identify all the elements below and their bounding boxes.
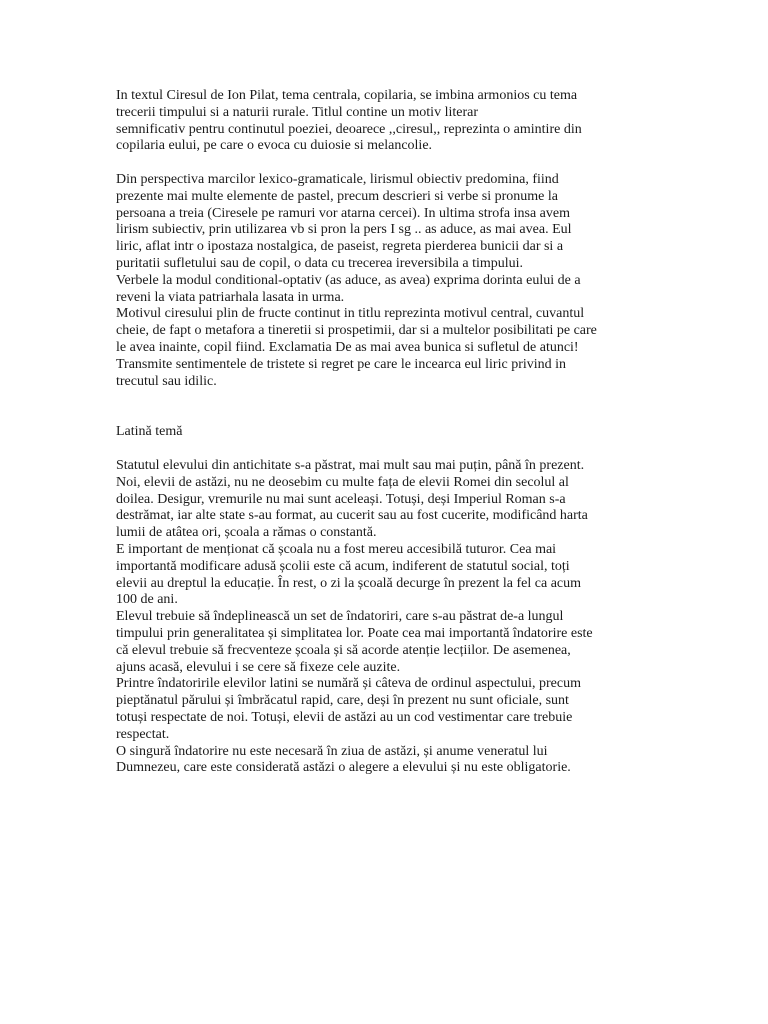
text-line: liric, aflat intr o ipostaza nostalgica, de paseist, regreta pierderea bunicii dar si a (116, 239, 564, 255)
text-line: elevii au dreptul la educație. În rest, o zi la școală decurge în prezent la fel ca acum (116, 575, 582, 591)
section-heading (116, 424, 656, 441)
text-line: doilea. Desigur, vremurile nu mai sunt aceleași. Totuși, deși Imperiul Roman s-a (116, 491, 566, 507)
text-line: trecutul sau idilic. (116, 373, 217, 389)
text-line: lumii de atâtea ori, școala a rămas o constantă. (116, 525, 377, 541)
text-line: le avea inainte, copil fiind. Exclamatia De as mai avea bunica si sufletul de atunci! (116, 339, 579, 355)
text-line: Din perspectiva marcilor lexico-gramaticale, lirismul obiectiv predomina, fiind (116, 172, 559, 187)
text-line: lirism subiectiv, prin utilizarea vb si pron la pers I sg .. as aduce, as mai avea. Eul (116, 222, 572, 238)
text-line: O singură îndatorire nu este necesară în ziua de astăzi, și anume veneratul lui (116, 743, 548, 759)
text-line: Transmite sentimentele de tristete si regret pe care le incearca eul liric privind in (116, 356, 567, 372)
text-line: reveni la viata patriarhala lasata in urma. (116, 289, 345, 305)
text-line: Dumnezeu, care este considerată astăzi o alegere a elevului și nu este obligatorie. (116, 760, 571, 776)
paragraph-ciresul-analysis (116, 172, 656, 390)
text-line: prezente mai multe elemente de pastel, precum descrieri si verbe si pronume la (116, 188, 558, 204)
text-line: pieptănatul părului și îmbrăcatul rapid, care, deși în prezent nu sunt oficiale, sunt (116, 693, 569, 709)
text-line: copilaria eului, pe care o evoca cu duiosie si melancolie. (116, 138, 433, 154)
text-line: că elevul trebuie să frecventeze școala și să acorde atenție lecțiilor. De asemenea, (116, 642, 571, 658)
paragraph-ciresul-intro (116, 88, 656, 155)
text-line: totuși respectate de noi. Totuși, elevii de astăzi au un cod vestimentar care trebuie (116, 709, 573, 725)
text-line: respectat. (116, 726, 170, 742)
text-line: Elevul trebuie să îndeplinească un set de îndatoriri, care s-au păstrat de-a lungul (116, 609, 564, 625)
text-line: timpului prin generalitatea și simplitatea lor. Poate cea mai importantă îndatorire este (116, 625, 593, 641)
text-line: ajuns acasă, elevului i se cere să fixeze cele auzite. (116, 659, 401, 675)
heading-latina-tema: Latină temă (116, 424, 183, 439)
text-line: semnificativ pentru continutul poeziei, deoarece ,,ciresul,, reprezinta o amintire din (116, 121, 582, 137)
text-line: 100 de ani. (116, 592, 178, 608)
text-line: Statutul elevului din antichitate s-a păstrat, mai mult sau mai puțin, până în prezent. (116, 458, 585, 473)
text-line: Printre îndatoririle elevilor latini se numără și câteva de ordinul aspectului, precum (116, 676, 581, 692)
text-line: Verbele la modul conditional-optativ (as aduce, as avea) exprima dorinta eului de a (116, 272, 581, 288)
text-line: Motivul ciresului plin de fructe continut in titlu reprezinta motivul central, cuvantul (116, 306, 585, 322)
text-line: cheie, de fapt o metafora a tineretii si prospetimii, dar si a multelor posibilitati pe care (116, 323, 597, 339)
text-line: destrămat, iar alte state s-au format, au cucerit sau au fost cucerite, modificând harta (116, 508, 588, 524)
text-line: persoana a treia (Ciresele pe ramuri vor atarna cercei). In ultima strofa insa avem (116, 205, 571, 221)
text-line: importantă modificare adusă școlii este că acum, indiferent de statutul social, toți (116, 558, 570, 574)
text-line: puritatii sufletului sau de copil, o data cu trecerea ireversibila a timpului. (116, 255, 524, 271)
text-line: In textul Ciresul de Ion Pilat, tema centrala, copilaria, se imbina armonios cu tema (116, 88, 578, 103)
text-line: trecerii timpului si a naturii rurale. Titlul contine un motiv literar (116, 104, 478, 120)
text-line: Noi, elevii de astăzi, nu ne deosebim cu multe fața de elevii Romei din secolul al (116, 474, 569, 490)
text-line: E important de menționat că școala nu a fost mereu accesibilă tuturor. Cea mai (116, 541, 557, 557)
paragraph-latina-essay (116, 458, 656, 777)
